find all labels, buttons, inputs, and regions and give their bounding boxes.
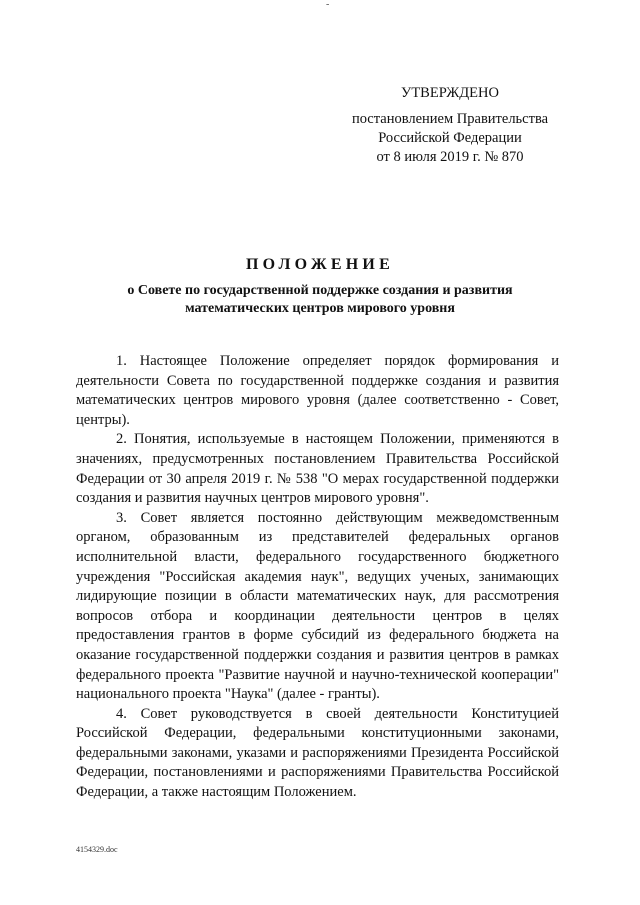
page-mark: -	[326, 0, 330, 10]
paragraph-1: 1. Настоящее Положение определяет порядок формирования и деятельности Совета по государственной поддержке создания и развития математических центров мирового уровня (далее соответственно - Совет, центры).	[76, 353, 559, 428]
paragraph-4: 4. Совет руководствуется в своей деятельности Конституцией Российской Федерации, федеральными конституционными законами, федеральными законами, указами и распоряжениями Президента Российской Федерации, постановлениями и распоряжениями Правительства Российской Федерации, а также настоящим Положением.	[76, 705, 559, 801]
paragraph-3: 3. Совет является постоянно действующим межведомственным органом, образованным из представителей федеральных органов исполнительной власти, федерального государственного бюджетного учреждения "Российская академия наук", ведущих ученых, занимающих лидирующие позиции в области математических наук, для рассмотрения вопросов отбора и координации деятельности центров в целях предоставления грантов в форме субсидий из федерального бюджета на оказание государственной поддержки создания и развития центров в рамках федерального проекта "Развитие научной и научно-технической кооперации" национального проекта "Наука" (далее - гранты).	[76, 509, 559, 703]
document-body	[76, 352, 559, 803]
approval-line: постановлением Правительства	[351, 111, 549, 127]
document-subtitle: о Совете по государственной поддержке создания и развития математических центров мирового уровня	[127, 283, 513, 316]
approval-stamp	[330, 84, 570, 167]
document-title: ПОЛОЖЕНИЕ	[246, 256, 394, 273]
approval-title: УТВЕРЖДЕНО	[401, 85, 499, 101]
paragraph-2: 2. Понятия, используемые в настоящем Положении, применяются в значениях, предусмотренных постановлением Правительства Российской Федерации от 30 апреля 2019 г. № 538 "О мерах государственной поддержки создания и развития научных центров мирового уровня".	[76, 431, 559, 507]
approval-line: от 8 июля 2019 г. № 870	[376, 149, 524, 165]
approval-line: Российской Федерации	[378, 130, 522, 146]
file-name-footer: 4154329.doc	[76, 845, 118, 854]
